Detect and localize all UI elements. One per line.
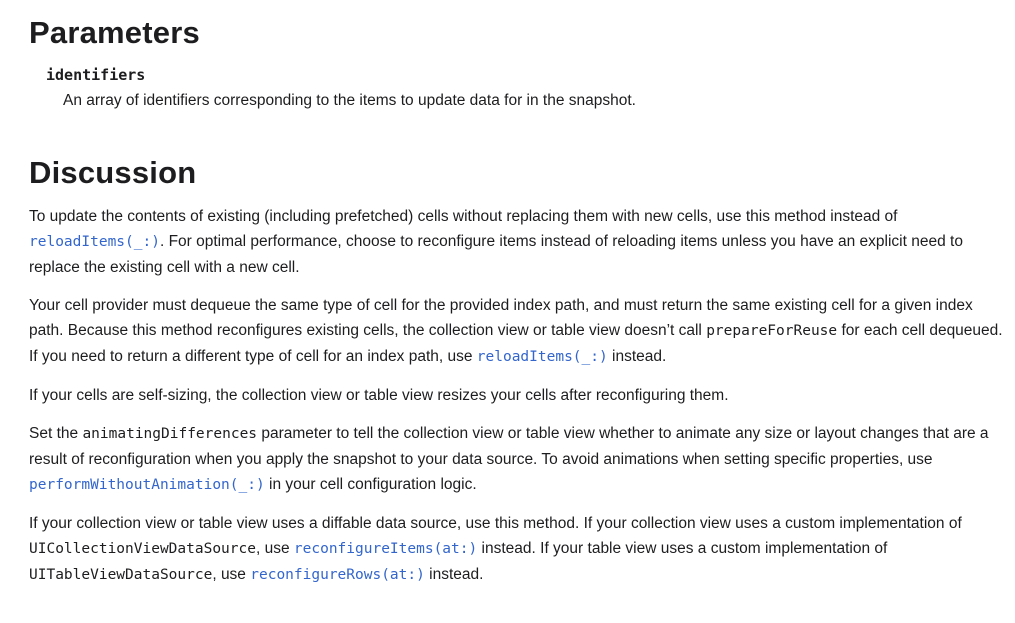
text: instead. If your table view uses a custom implementation of [477,540,888,557]
reconfigure-items-link[interactable]: reconfigureItems(at:) [293,541,478,557]
text: To update the contents of existing (including prefetched) cells without replacing them with new cells, use this method instead of [29,208,898,225]
reload-items-link[interactable]: reloadItems(_:) [476,349,608,365]
code-prepare-for-reuse: prepareForReuse [706,323,838,339]
paragraph [29,383,1011,408]
text: If your collection view or table view uses a diffable data source, use this method. If your collection view uses a custom implementation of [29,515,962,532]
text: , use [255,540,294,557]
text: for each cell dequeued. If you need to return a different type of cell for an index path, use [29,322,1003,365]
paragraph [29,511,1011,588]
text: . For optimal performance, choose to reconfigure items instead of reloading items unless you have an explicit need to replace the existing cell with a new cell. [29,233,963,276]
reconfigure-rows-link[interactable]: reconfigureRows(at:) [250,567,425,583]
text: If your cells are self-sizing, the collection view or table view resizes your cells after reconfiguring them. [29,387,729,404]
paragraph [29,421,1011,498]
perform-without-animation-link[interactable]: performWithoutAnimation(_:) [29,477,265,493]
discussion-heading: Discussion [29,155,197,190]
text: parameter to tell the collection view or table view whether to animate any size or layout changes that are a result of reconfiguration when you apply the snapshot to your data source. To avoid animations when setting specific properties, use [29,425,989,468]
text: Set the [29,425,83,442]
reload-items-link[interactable]: reloadItems(_:) [29,234,160,250]
paragraph [29,293,1011,370]
code-animating-differences: animatingDifferences [82,426,258,442]
text: instead. [607,348,667,365]
parameter-description: An array of identifiers corresponding to the items to update data for in the snapshot. [63,92,636,109]
text: Your cell provider must dequeue the same type of cell for the provided index path, and must return the same existing cell for a given index path. Because this method reconfigures existing cells, the collection view or table view doesn’t call [29,297,973,339]
parameters-heading: Parameters [29,15,200,50]
discussion-body [29,204,1011,601]
code-table-data-source: UITableViewDataSource [29,567,213,583]
text: instead. [424,566,484,583]
code-collection-data-source: UICollectionViewDataSource [29,541,256,557]
text: in your cell configuration logic. [264,476,477,493]
paragraph [29,204,1011,280]
parameter-name: identifiers [46,66,146,84]
text: , use [212,566,251,583]
